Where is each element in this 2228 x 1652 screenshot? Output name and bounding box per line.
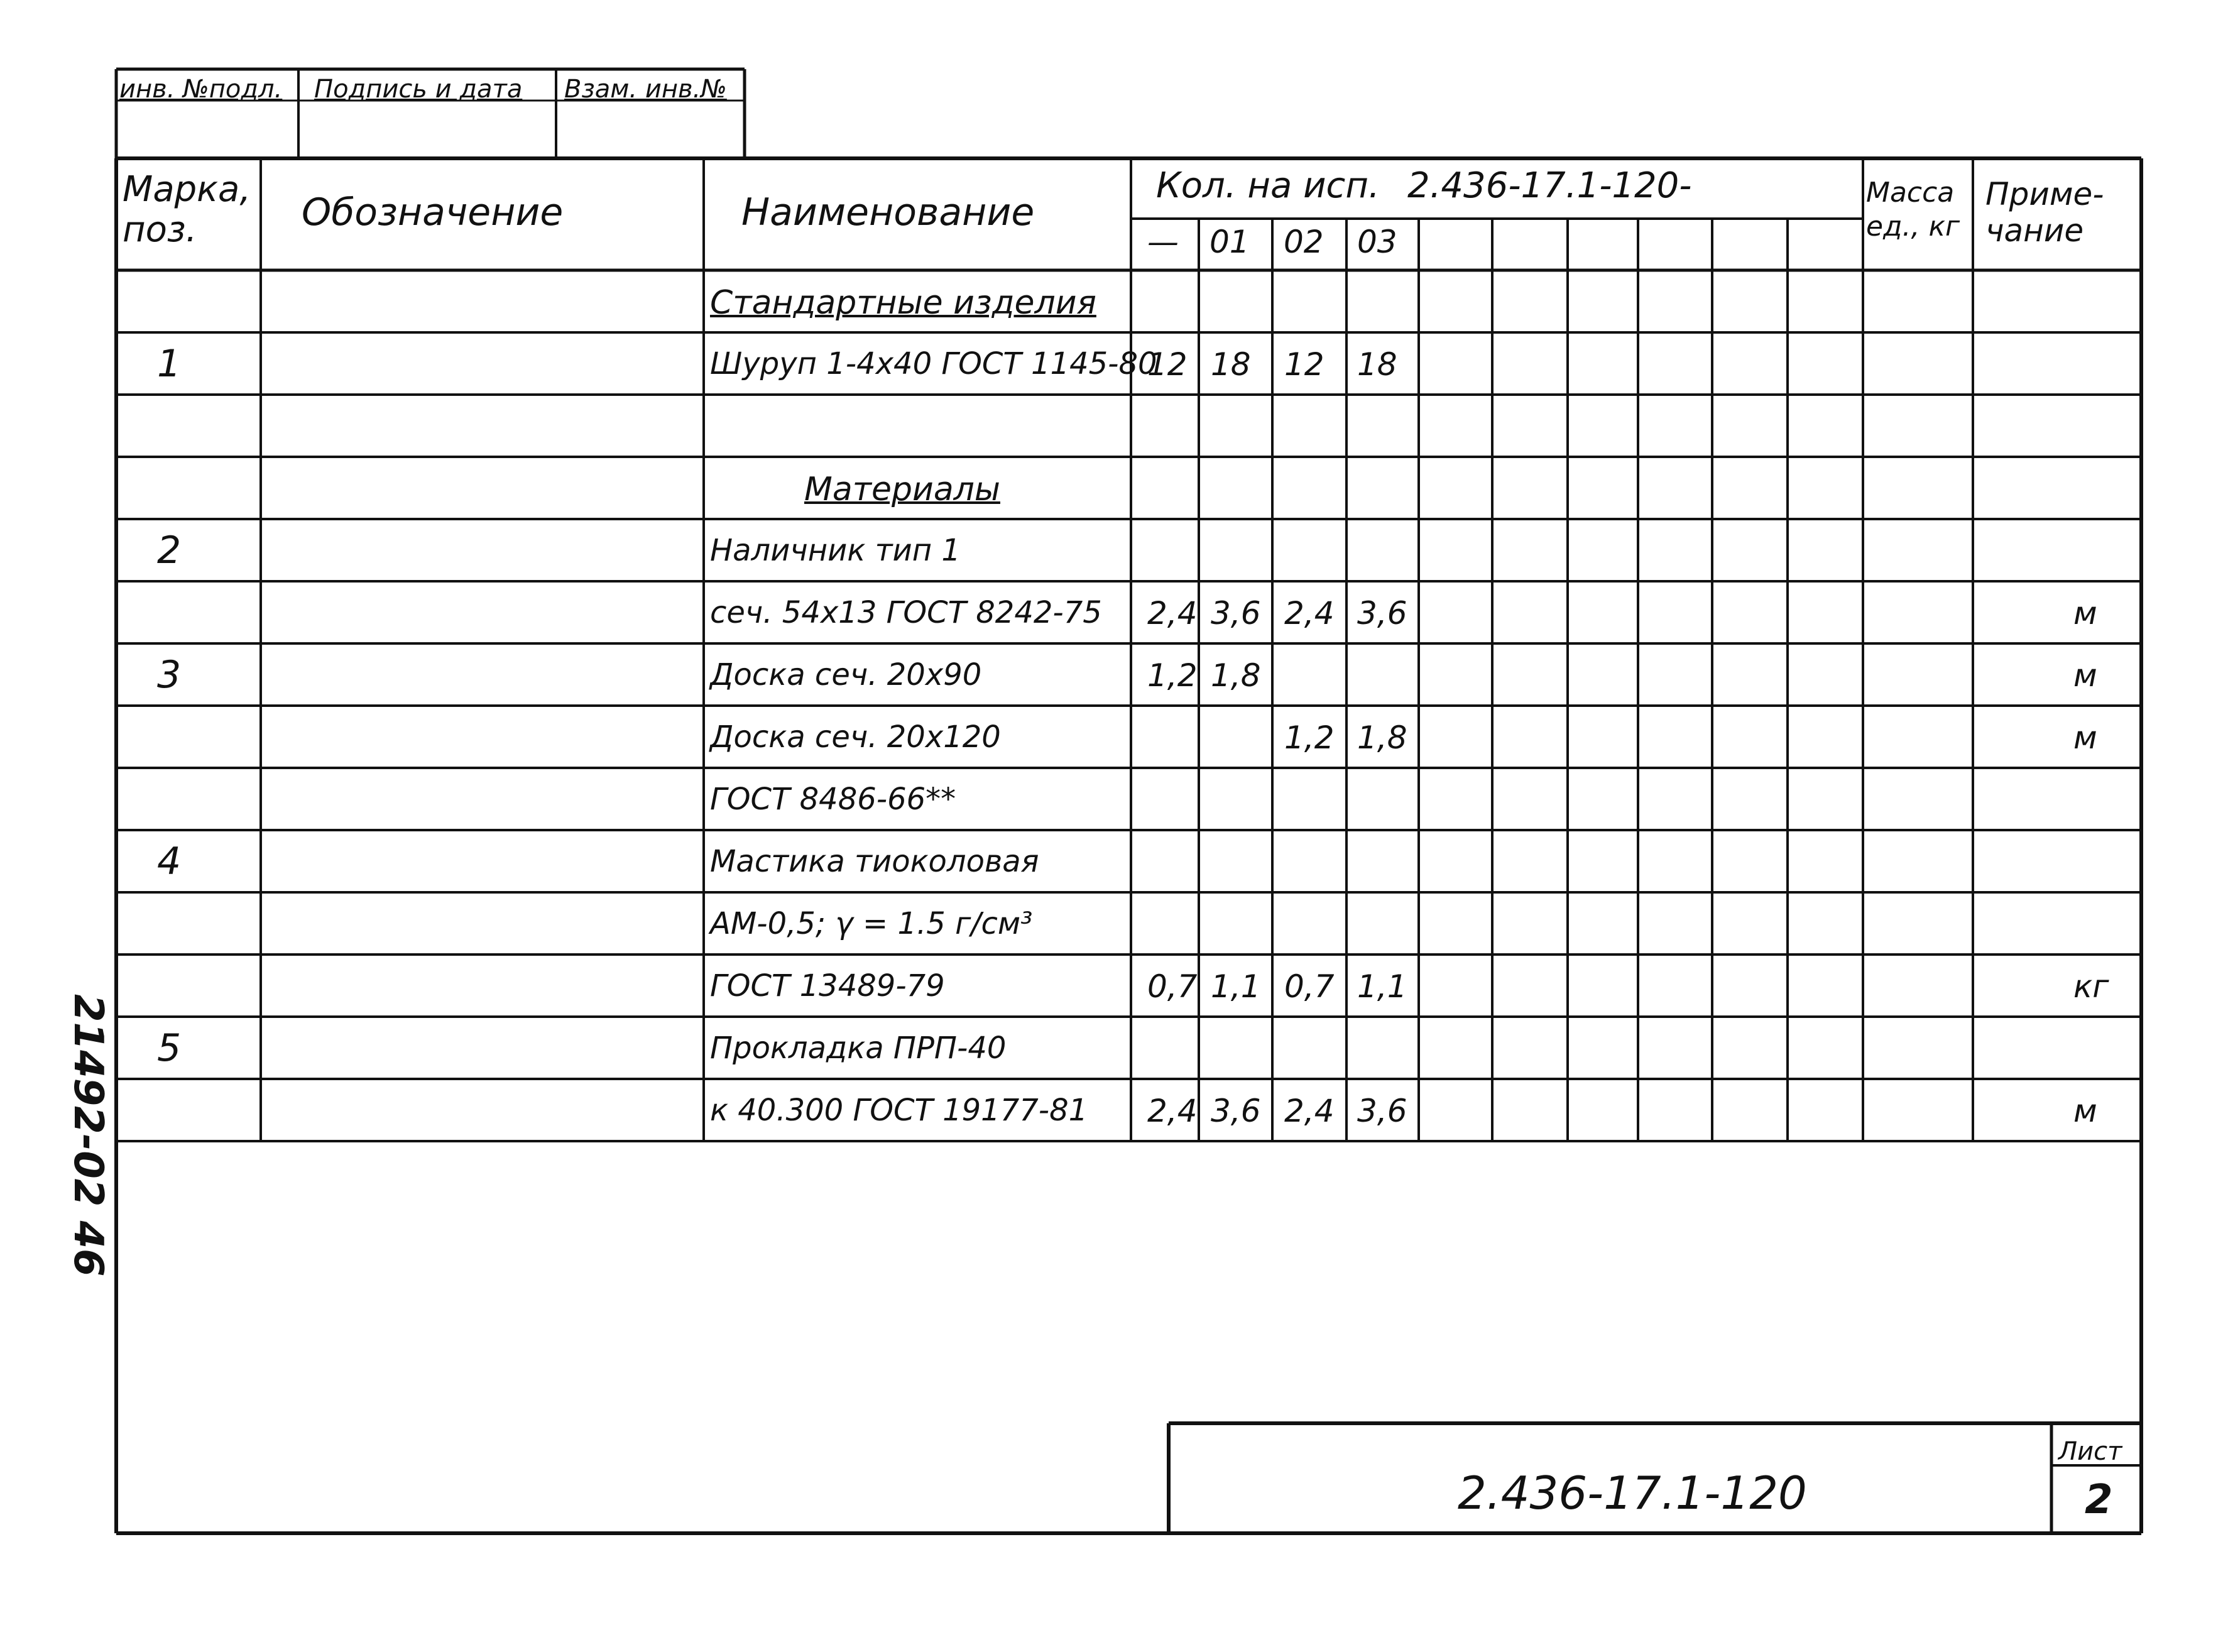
header-doc-prefix: 2.436-17.1-120- bbox=[1407, 165, 1692, 206]
title-block-sheet-number: 2 bbox=[2085, 1477, 2113, 1523]
row-qty: 1,2 bbox=[1147, 657, 1198, 694]
header-name: Наименование bbox=[741, 190, 1035, 234]
header-note: Приме- чание bbox=[1985, 176, 2104, 249]
row-note: м bbox=[2073, 1093, 2097, 1129]
row-name: сеч. 54x13 ГОСТ 8242-75 bbox=[710, 595, 1102, 630]
row-qty: 1,8 bbox=[1211, 657, 1261, 694]
row-qty: 3,6 bbox=[1211, 1093, 1261, 1129]
row-qty: 12 bbox=[1284, 346, 1324, 383]
header-version: — bbox=[1147, 224, 1179, 260]
row-note: м bbox=[2073, 657, 2097, 694]
row-name: Прокладка ПРП-40 bbox=[710, 1031, 1007, 1066]
title-block-sheet-label: Лист bbox=[2058, 1437, 2122, 1466]
row-name: Мастика тиоколовая bbox=[710, 844, 1039, 879]
row-mark: 3 bbox=[157, 653, 182, 697]
row-mark: 1 bbox=[157, 342, 182, 386]
signature-date-label: Подпись и дата bbox=[314, 75, 523, 104]
row-qty: 2,4 bbox=[1147, 1093, 1198, 1129]
row-name: Доска сеч. 20x120 bbox=[710, 719, 1001, 755]
header-mark: Марка, поз. bbox=[123, 169, 251, 250]
row-qty: 1,8 bbox=[1357, 719, 1407, 756]
row-name: Стандартные изделия bbox=[710, 284, 1096, 322]
row-note: м bbox=[2073, 719, 2097, 756]
row-qty: 18 bbox=[1211, 346, 1251, 383]
row-qty: 3,6 bbox=[1357, 1093, 1407, 1129]
row-name: Наличник тип 1 bbox=[710, 533, 961, 568]
row-name: Шуруп 1-4x40 ГОСТ 1145-80 bbox=[710, 346, 1157, 381]
row-mark: 2 bbox=[157, 528, 182, 572]
row-qty: 2,4 bbox=[1147, 595, 1198, 632]
header-designation: Обозначение bbox=[302, 190, 564, 234]
title-block-doc-number: 2.436-17.1-120 bbox=[1458, 1467, 1807, 1519]
header-version: 01 bbox=[1210, 224, 1250, 260]
row-qty: 1,1 bbox=[1211, 968, 1261, 1005]
row-qty: 1,1 bbox=[1357, 968, 1407, 1005]
row-qty: 0,7 bbox=[1147, 968, 1198, 1005]
row-mark: 4 bbox=[157, 840, 182, 883]
row-name: АМ-0,5; γ = 1.5 г/см³ bbox=[710, 906, 1033, 941]
row-qty: 18 bbox=[1357, 346, 1397, 383]
row-qty: 0,7 bbox=[1284, 968, 1335, 1005]
row-qty: 3,6 bbox=[1357, 595, 1407, 632]
row-qty: 2,4 bbox=[1284, 1093, 1335, 1129]
row-qty: 2,4 bbox=[1284, 595, 1335, 632]
row-qty: 1,2 bbox=[1284, 719, 1335, 756]
row-name: ГОСТ 8486-66** bbox=[710, 782, 956, 817]
row-mark: 5 bbox=[157, 1026, 182, 1070]
header-unit-mass: Масса ед., кг bbox=[1866, 177, 1960, 243]
header-qty-per-version: Кол. на исп. bbox=[1156, 165, 1380, 206]
row-note: кг bbox=[2073, 968, 2109, 1005]
row-name: Материалы bbox=[804, 471, 1000, 508]
row-note: м bbox=[2073, 595, 2097, 632]
header-version: 03 bbox=[1357, 224, 1397, 260]
row-name: Доска сеч. 20x90 bbox=[710, 657, 982, 692]
side-stamp: 21492-02 46 bbox=[65, 994, 111, 1277]
row-name: к 40.300 ГОСТ 19177-81 bbox=[710, 1093, 1088, 1128]
row-qty: 12 bbox=[1147, 346, 1188, 383]
row-name: ГОСТ 13489-79 bbox=[710, 968, 945, 1004]
inv-no-label: инв. №подл. bbox=[119, 75, 283, 104]
row-qty: 3,6 bbox=[1211, 595, 1261, 632]
replacement-inv-label: Взам. инв.№ bbox=[564, 75, 727, 104]
header-version: 02 bbox=[1284, 224, 1324, 260]
